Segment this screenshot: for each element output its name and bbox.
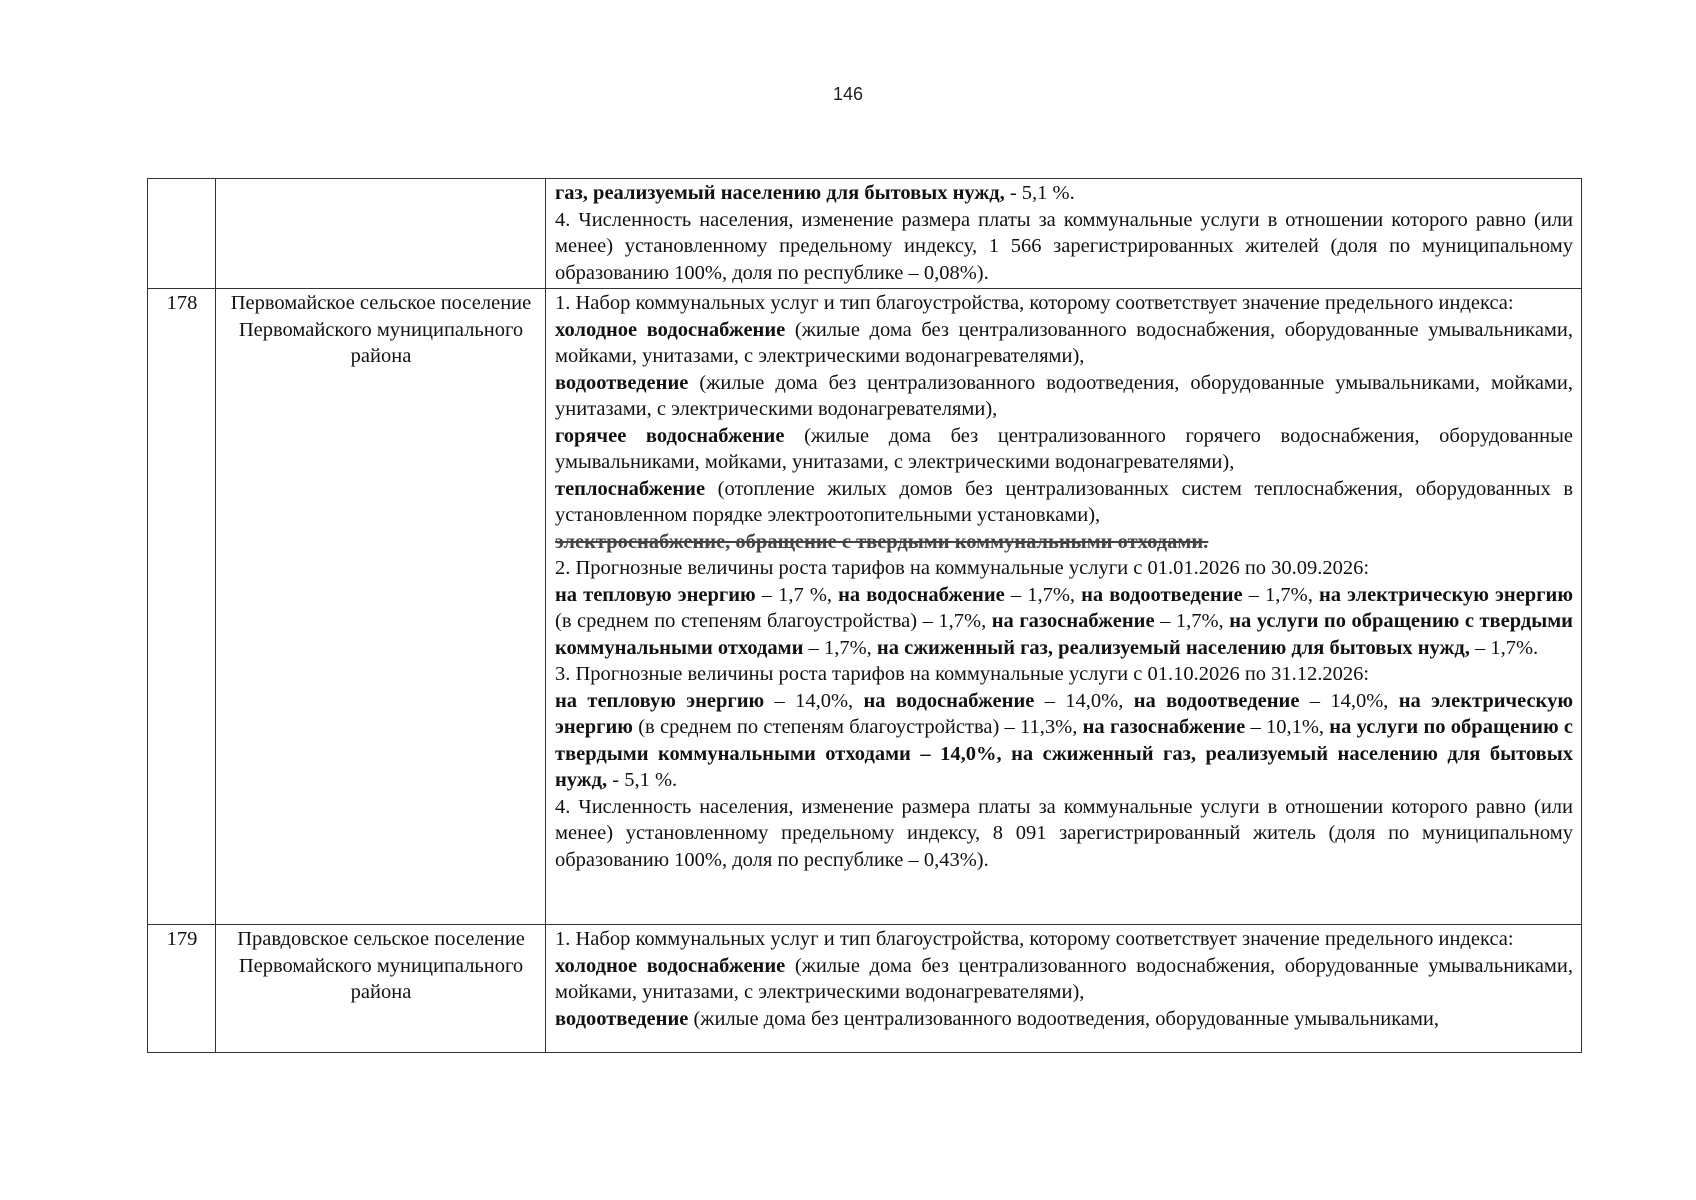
paragraph — [555, 207, 1573, 287]
paragraph — [555, 688, 1573, 794]
bold-term: на электрическую энергию — [555, 689, 1573, 738]
row-number-cell: 178 — [148, 289, 216, 925]
bold-term: горячее водоснабжение — [555, 424, 785, 447]
paragraph — [555, 423, 1573, 476]
text-run: 1. Набор коммунальных услуг и тип благоустройства, которому соответствует значение предельного индекса: — [555, 928, 1514, 950]
description-cell — [546, 289, 1582, 925]
paragraph — [555, 555, 1573, 582]
text-run: – 10,1%, — [1245, 716, 1330, 738]
paragraph — [555, 582, 1573, 662]
bold-term: на газоснабжение — [1082, 716, 1246, 738]
text-run: – 14,0%, — [1299, 689, 1399, 712]
page-number: 146 — [832, 84, 864, 104]
paragraph — [555, 476, 1573, 529]
paragraph — [555, 1006, 1573, 1033]
municipality-name-cell: Правдовское сельское поселение Первомайского муниципального района — [216, 925, 546, 1053]
text-run: (жилые дома без централизованного водоотведения, оборудованные умывальниками, мойками, унитазами, с электрическими водонагревателями), — [555, 371, 1573, 420]
text-run: 2. Прогнозные величины роста тарифов на коммунальные услуги с 01.01.2026 по 30.09.2026: — [555, 557, 1370, 579]
text-run: – 1,7%. — [1469, 636, 1539, 659]
text-run: – 14,0%, — [1034, 689, 1134, 712]
text-run: (отопление жилых домов без централизованных систем теплоснабжения, оборудованных в установленном порядке электроотопительными установками), — [555, 477, 1573, 526]
bold-term: холодное водоснабжение — [555, 318, 786, 341]
text-run: (жилые дома без централизованного горячего водоснабжения, оборудованные умывальниками, мойками, унитазами, с электрическими водонагревателями), — [555, 424, 1573, 473]
struck-text: электроснабжение, обращение с твердыми коммунальными отходами. — [555, 530, 1209, 553]
bold-term: на водоснабжение — [838, 583, 1005, 606]
bold-term: на электрическую энергию — [1318, 583, 1573, 606]
bold-term: на газоснабжение — [991, 610, 1155, 632]
bold-term: на услуги по обращению с твердыми коммунальными отходами — [555, 610, 1573, 659]
paragraph — [555, 794, 1573, 874]
text-run: – 1,7%, — [803, 636, 877, 659]
bold-term: на тепловую энергию — [555, 583, 756, 606]
row-number-cell: 179 — [148, 925, 216, 1053]
bold-term: на тепловую энергию — [555, 689, 765, 712]
text-run: 3. Прогнозные величины роста тарифов на коммунальные услуги с 01.10.2026 по 31.12.2026: — [555, 663, 1370, 685]
table-row — [148, 925, 1582, 1053]
text-run: 4. Численность населения, изменение размера платы за коммунальные услуги в отношении которого равно (или менее) установленному предельному индексу, 8 091 зарегистрированный житель (доля по муниципальному образованию 100%, доля по республике – 0,43%). — [555, 795, 1573, 871]
description-cell — [546, 179, 1582, 289]
bold-term: водоотведение — [555, 371, 689, 394]
text-run: 4. Численность населения, изменение размера платы за коммунальные услуги в отношении которого равно (или менее) установленному предельному индексу, 1 566 зарегистрированных жителей (доля по муниципальному образованию 100%, доля по республике – 0,08%). — [555, 208, 1573, 284]
text-run: 1. Набор коммунальных услуг и тип благоустройства, которому соответствует значение предельного индекса: — [555, 292, 1514, 314]
text-run: – 1,7%, — [1004, 583, 1082, 606]
text-run: - 5,1 %. — [607, 769, 678, 791]
text-run: (жилые дома без централизованного водоотведения, оборудованные умывальниками, — [688, 1007, 1440, 1030]
bold-term: газ, реализуемый населению для бытовых нужд, — [555, 182, 1005, 204]
table-body — [148, 179, 1582, 1053]
paragraph — [555, 529, 1573, 556]
bold-term: на сжиженный газ, реализуемый населению для бытовых нужд, — [876, 636, 1470, 659]
paragraph — [555, 953, 1573, 1006]
text-run: - 5,1 %. — [1004, 182, 1075, 204]
paragraph — [555, 661, 1573, 688]
bold-term: водоотведение — [555, 1007, 689, 1030]
text-run: (жилые дома без централизованного водоснабжения, оборудованные умывальниками, мойками, унитазами, с электрическими водонагревателями), — [555, 954, 1573, 1003]
bold-term: холодное водоснабжение — [555, 954, 786, 977]
paragraph — [555, 317, 1573, 370]
table-row — [148, 179, 1582, 289]
municipality-name-cell: Первомайское сельское поселение Первомайского муниципального района — [216, 289, 546, 925]
paragraph — [555, 370, 1573, 423]
text-run: – 1,7 %, — [755, 583, 839, 606]
paragraph — [555, 290, 1573, 317]
text-run: – 14,0%, — [764, 689, 864, 712]
tariff-table — [147, 178, 1582, 1053]
bold-term: на водоотведение — [1081, 583, 1243, 606]
description-cell — [546, 925, 1582, 1053]
row-number-cell — [148, 179, 216, 289]
text-run: (в среднем по степеням благоустройства) – 11,3%, — [632, 716, 1083, 738]
paragraph — [555, 180, 1573, 207]
text-run: (жилые дома без централизованного водоснабжения, оборудованные умывальниками, мойками, унитазами, с электрическими водонагревателями), — [555, 318, 1573, 367]
text-run: (в среднем по степеням благоустройства) – 1,7%, — [555, 610, 992, 632]
bold-term: на водоотведение — [1133, 689, 1300, 712]
text-run: – 1,7%, — [1242, 583, 1319, 606]
table-row — [148, 289, 1582, 925]
bold-term: теплоснабжение — [555, 477, 706, 500]
text-run: – 1,7%, — [1154, 610, 1230, 632]
bold-term: на услуги по обращению с твердыми коммунальными отходами – 14,0%, на сжиженный газ, реализуемый населению для бытовых нужд, — [555, 716, 1573, 791]
paragraph — [555, 926, 1573, 953]
municipality-name-cell — [216, 179, 546, 289]
bold-term: на водоснабжение — [863, 689, 1035, 712]
